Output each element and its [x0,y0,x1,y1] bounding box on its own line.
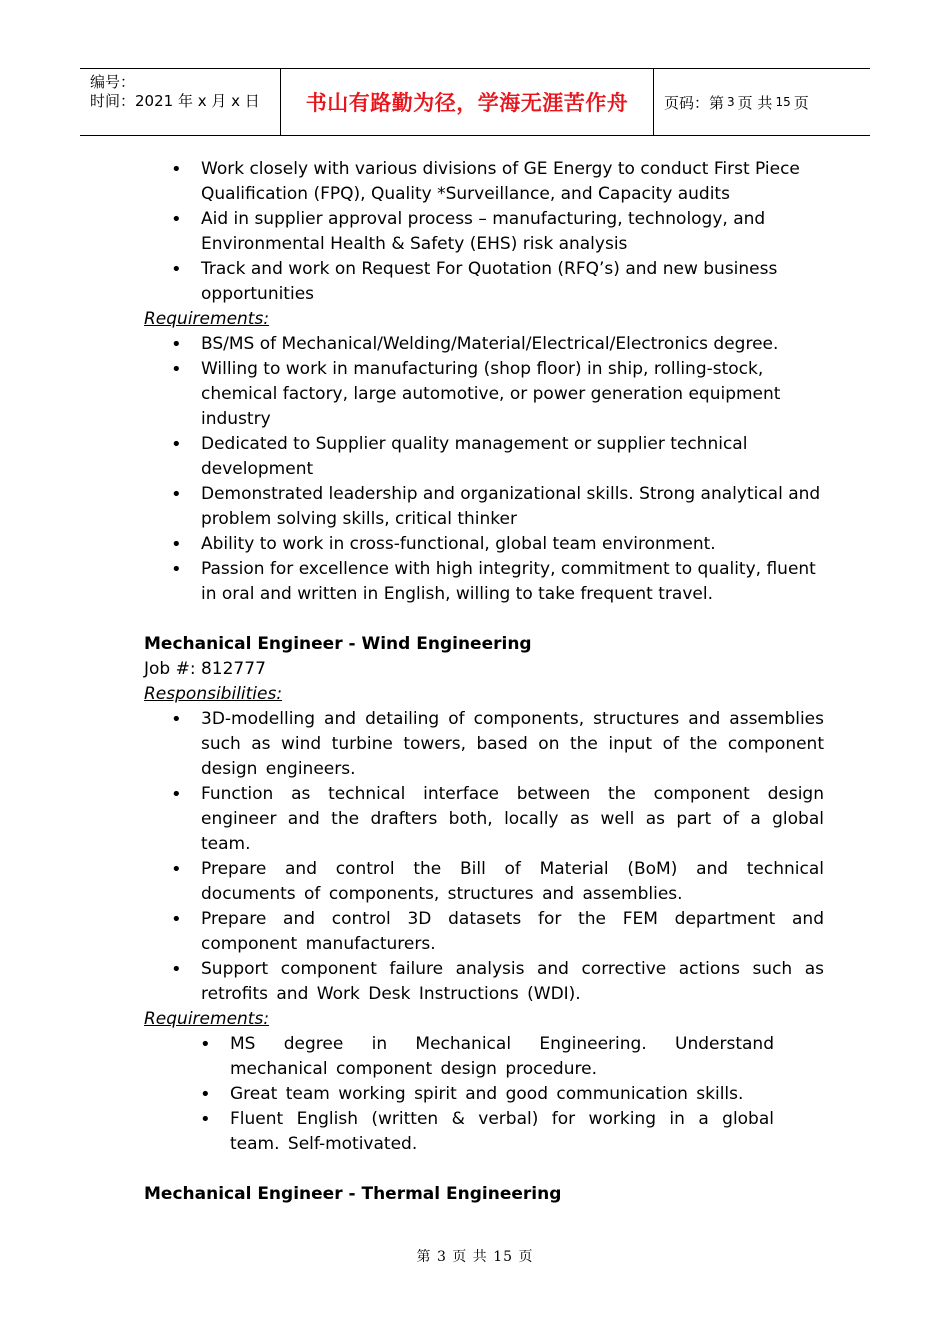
page-footer: 第 3 页 共 15 页 [416,1249,534,1265]
time-label: 时间：2021 年 x 月 x 日 [90,92,260,110]
page-prefix: 页码：第 [664,93,725,112]
list-item: • Fluent English (written & verbal) for working in a global team. Self-motivated. [144,1107,774,1157]
list-item: • Great team working spirit and good communication skills. [144,1082,774,1107]
header-page-info [654,69,870,135]
list-item: • Support component failure analysis and corrective actions such as retrofits and Work Desk Instructions (WDI). [144,957,824,1007]
document-body [144,157,824,1207]
list-item: • Ability to work in cross-functional, global team environment. [144,532,824,557]
list-item: • Prepare and control the Bill of Material (BoM) and technical documents of components, structures and assemblies. [144,857,824,907]
list-item: • Prepare and control 3D datasets for the FEM department and component manufacturers. [144,907,824,957]
header-motto: 书山有路勤为径，学海无涯苦作舟 [281,69,654,135]
header-meta [80,69,281,135]
requirements-heading: Requirements: [144,309,270,329]
list-item: • Dedicated to Supplier quality management or supplier technical development [144,432,824,482]
page-current: 3 [727,95,735,109]
job-title-thermal: Mechanical Engineer - Thermal Engineering [144,1184,562,1204]
list-item: • 3D-modelling and detailing of components, structures and assemblies such as wind turbine towers, based on the input of the component design engineers. [144,707,824,782]
responsibilities-heading: Responsibilities: [144,684,283,704]
wind-responsibilities-list [144,707,824,1007]
list-item: • Track and work on Request For Quotation (RFQ’s) and new business opportunities [144,257,824,307]
page-mid: 页 共 [737,93,773,112]
list-item: • Passion for excellence with high integrity, commitment to quality, fluent in oral and written in English, willing to take frequent travel. [144,557,824,607]
job-number: Job #: 812777 [144,659,266,679]
number-label: 编号： [90,73,136,91]
page-total: 15 [775,95,791,109]
list-item: • Function as technical interface between the component design engineer and the drafters both, locally as well as part of a global team. [144,782,824,857]
list-item: • Willing to work in manufacturing (shop floor) in ship, rolling-stock, chemical factory, large automotive, or power generation equipment industry [144,357,824,432]
list-item: • Demonstrated leadership and organizational skills. Strong analytical and problem solving skills, critical thinker [144,482,824,532]
page-header [80,68,870,136]
quality-requirements-list [144,332,824,607]
quality-responsibilities-list [144,157,824,307]
page-suffix: 页 [793,93,809,112]
job-title-wind: Mechanical Engineer - Wind Engineering [144,634,532,654]
list-item: • BS/MS of Mechanical/Welding/Material/Electrical/Electronics degree. [144,332,824,357]
list-item: • Work closely with various divisions of GE Energy to conduct First Piece Qualification (FPQ), Quality *Surveillance, and Capacity audits [144,157,824,207]
list-item: • Aid in supplier approval process – manufacturing, technology, and Environmental Health & Safety (EHS) risk analysis [144,207,824,257]
list-item: • MS degree in Mechanical Engineering. Understand mechanical component design procedure. [144,1032,774,1082]
wind-requirements-list [144,1032,774,1157]
requirements-heading: Requirements: [144,1009,270,1029]
